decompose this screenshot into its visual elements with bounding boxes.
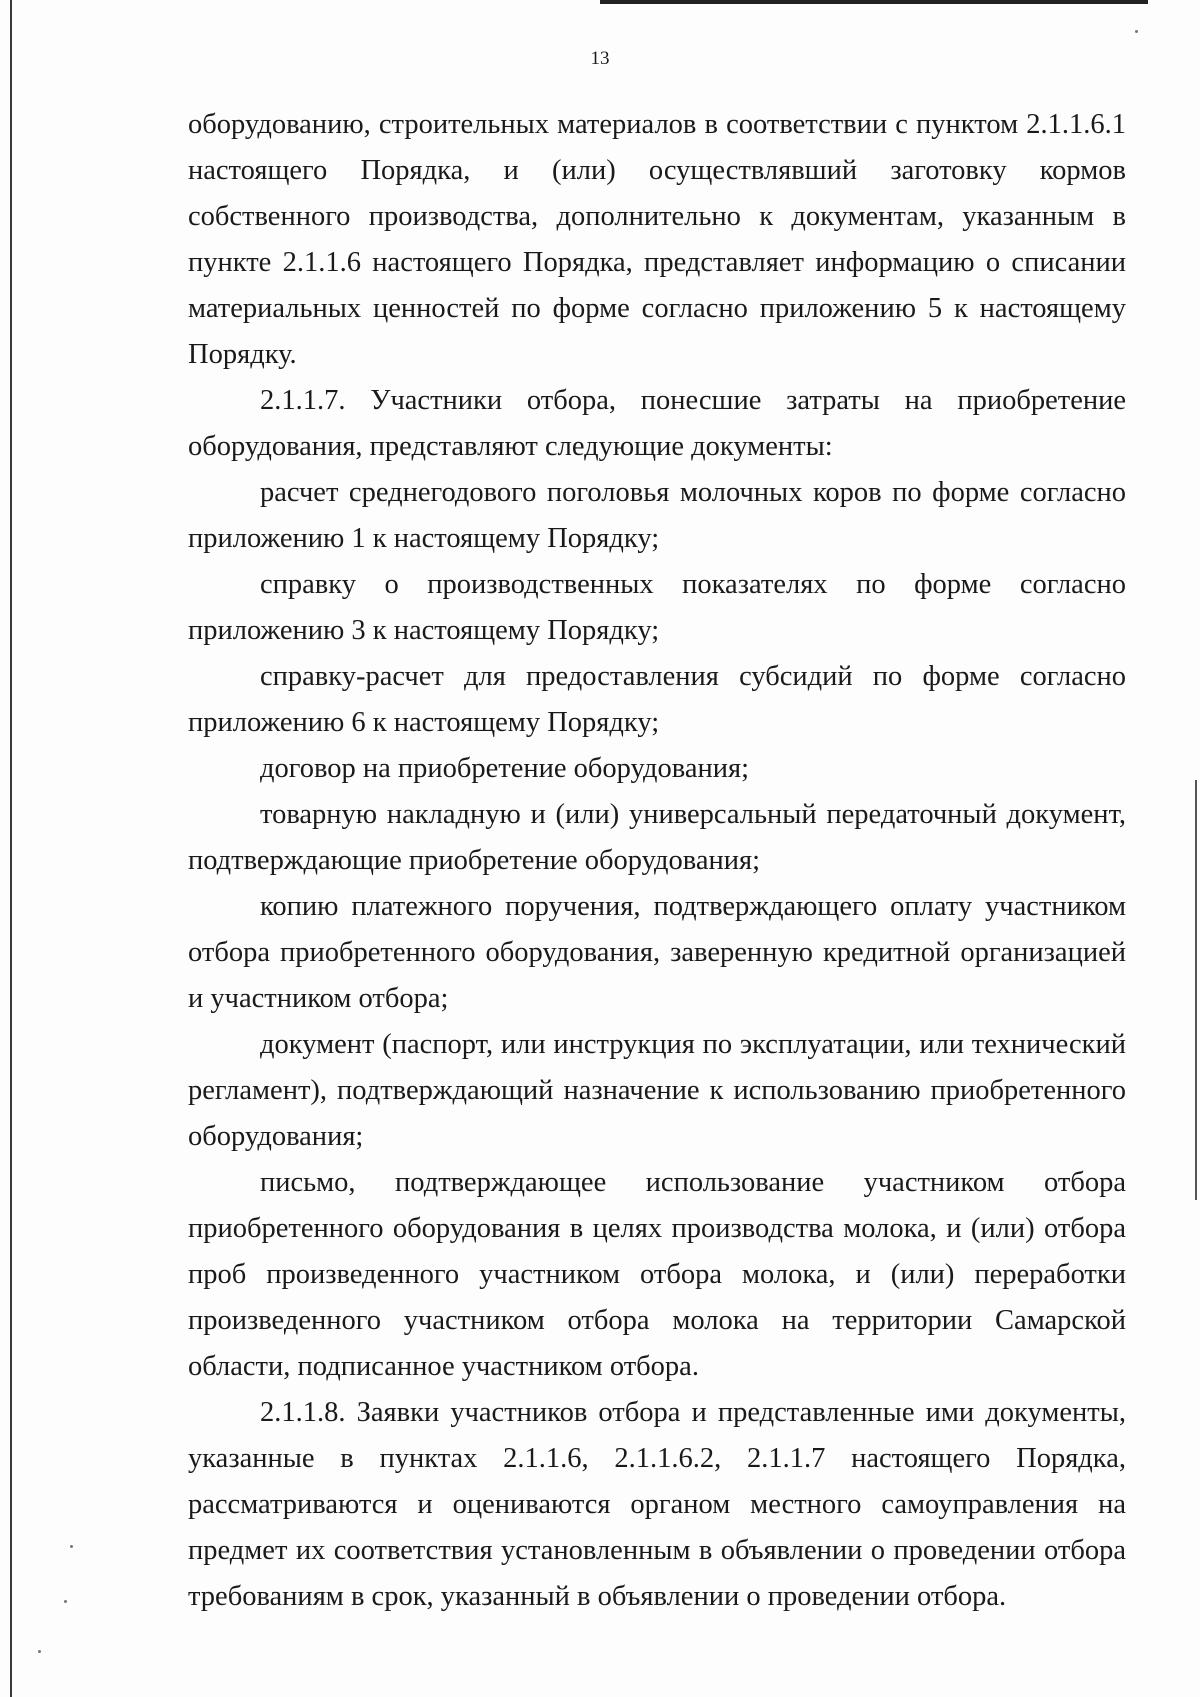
list-item-document: письмо, подтверждающее использование участником отбора приобретенного оборудования в целях производства молока, и (или) отбора проб произведенного участником отбора молока, и (или) переработки произведенного участником отбора молока на территории Самарской области, подписанное участником отбора. — [188, 1167, 1126, 1382]
scan-top-rule — [600, 0, 1148, 4]
list-item-document: справку о производственных показателях по форме согласно приложению 3 к настоящему Порядку; — [188, 569, 1126, 646]
scan-right-edge-mark — [1195, 780, 1197, 1200]
list-item-document: копию платежного поручения, подтверждающего оплату участником отбора приобретенного оборудования, заверенную кредитной организацией и участником отбора; — [188, 891, 1126, 1014]
list-item-document: справку-расчет для предоставления субсидий по форме согласно приложению 6 к настоящему Порядку; — [188, 661, 1126, 738]
paragraph-clause-2-1-1-7: 2.1.1.7. Участники отбора, понесшие затраты на приобретение оборудования, представляют следующие документы: — [188, 385, 1126, 462]
scan-speck — [38, 1650, 41, 1653]
list-item-document: товарную накладную и (или) универсальный передаточный документ, подтверждающие приобретение оборудования; — [188, 799, 1126, 876]
scan-left-border — [10, 0, 12, 1697]
list-item-document: расчет среднегодового поголовья молочных коров по форме согласно приложению 1 к настоящему Порядку; — [188, 477, 1126, 554]
list-item-document: документ (паспорт, или инструкция по эксплуатации, или технический регламент), подтверждающий назначение к использованию приобретенного оборудования; — [188, 1029, 1126, 1152]
paragraph-continuation: оборудованию, строительных материалов в соответствии с пунктом 2.1.1.6.1 настоящего Порядка, и (или) осуществлявший заготовку кормов собственного производства, дополнительно к документам, указанным в пункте 2.1.1.6 настоящего Порядка, представляет информацию о списании материальных ценностей по форме согласно приложению 5 к настоящему Порядку. — [188, 109, 1126, 370]
list-item-document: договор на приобретение оборудования; — [260, 753, 750, 784]
scan-speck — [1135, 30, 1138, 33]
scan-speck — [70, 1545, 73, 1548]
scan-speck — [64, 1600, 67, 1603]
document-body — [188, 102, 1126, 1620]
paragraph-clause-2-1-1-8: 2.1.1.8. Заявки участников отбора и представленные ими документы, указанные в пунктах 2.1.1.6, 2.1.1.6.2, 2.1.1.7 настоящего Порядка, рассматриваются и оцениваются органом местного самоуправления на предмет их соответствия установленным в объявлении о проведении отбора требованиям в срок, указанный в объявлении о проведении отбора. — [188, 1397, 1126, 1612]
page-number: 13 — [590, 48, 610, 69]
